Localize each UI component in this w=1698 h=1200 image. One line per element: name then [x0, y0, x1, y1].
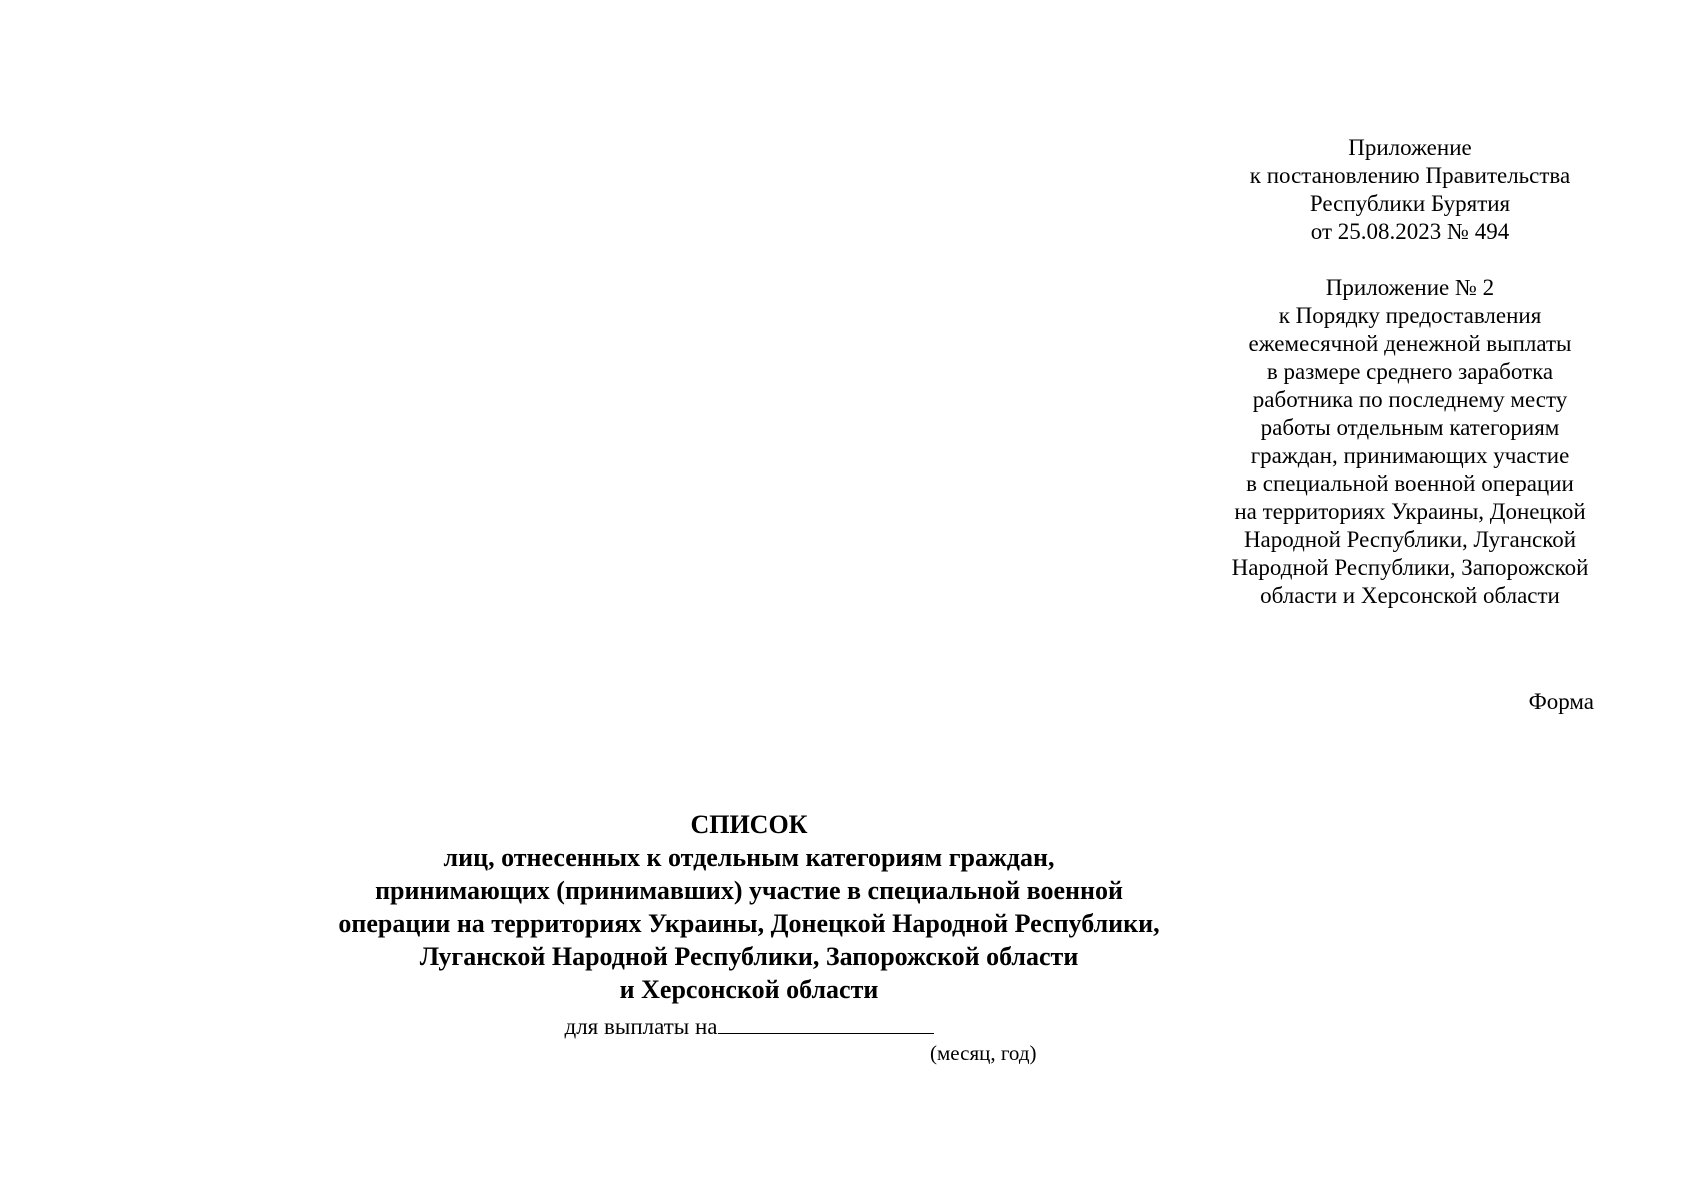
appendix-2-line: в размере среднего заработка — [1266, 359, 1554, 384]
title-line: операции на территориях Украины, Донецкой Народной Республики, — [338, 909, 1160, 938]
payment-period-line — [200, 1009, 1298, 1041]
appendix-header-line: Приложение — [1348, 135, 1472, 160]
document-title — [200, 808, 1298, 1006]
title-line: лиц, отнесенных к отдельным категориям граждан, — [443, 843, 1055, 872]
form-label: Форма — [1528, 689, 1594, 714]
appendix-header-line: от 25.08.2023 № 494 — [1310, 219, 1510, 244]
appendix-2-line: Приложение № 2 — [1325, 275, 1495, 300]
appendix-header-line: к постановлению Правительства — [1249, 163, 1571, 188]
title-line: и Херсонской области — [619, 975, 879, 1004]
appendix-2-line: Народной Республики, Луганской — [1243, 527, 1577, 552]
title-heading: СПИСОК — [690, 810, 808, 839]
appendix-2-line: к Порядку предоставления — [1278, 303, 1542, 328]
appendix-2-line: работы отдельным категориям — [1260, 415, 1560, 440]
appendix-2-line: Народной Республики, Запорожской — [1231, 555, 1589, 580]
appendix-header-line: Республики Бурятия — [1309, 191, 1511, 216]
month-year-blank-field[interactable] — [718, 1009, 934, 1034]
appendix-header — [1150, 134, 1670, 246]
title-line: Луганской Народной Республики, Запорожской области — [419, 942, 1079, 971]
title-line: принимающих (принимавших) участие в специальной военной — [375, 876, 1123, 905]
appendix-2-line: на территориях Украины, Донецкой — [1234, 499, 1586, 524]
appendix-2-line: в специальной военной операции — [1246, 471, 1574, 496]
month-year-caption: (месяц, год) — [930, 1041, 1037, 1065]
appendix-2-line: области и Херсонской области — [1260, 583, 1560, 608]
payment-prefix: для выплаты на — [564, 1014, 718, 1039]
appendix-2-line: работника по последнему месту — [1252, 387, 1568, 412]
appendix-2-line: граждан, принимающих участие — [1250, 443, 1570, 468]
appendix-2-line: ежемесячной денежной выплаты — [1248, 331, 1572, 356]
appendix-2-header — [1150, 274, 1670, 610]
